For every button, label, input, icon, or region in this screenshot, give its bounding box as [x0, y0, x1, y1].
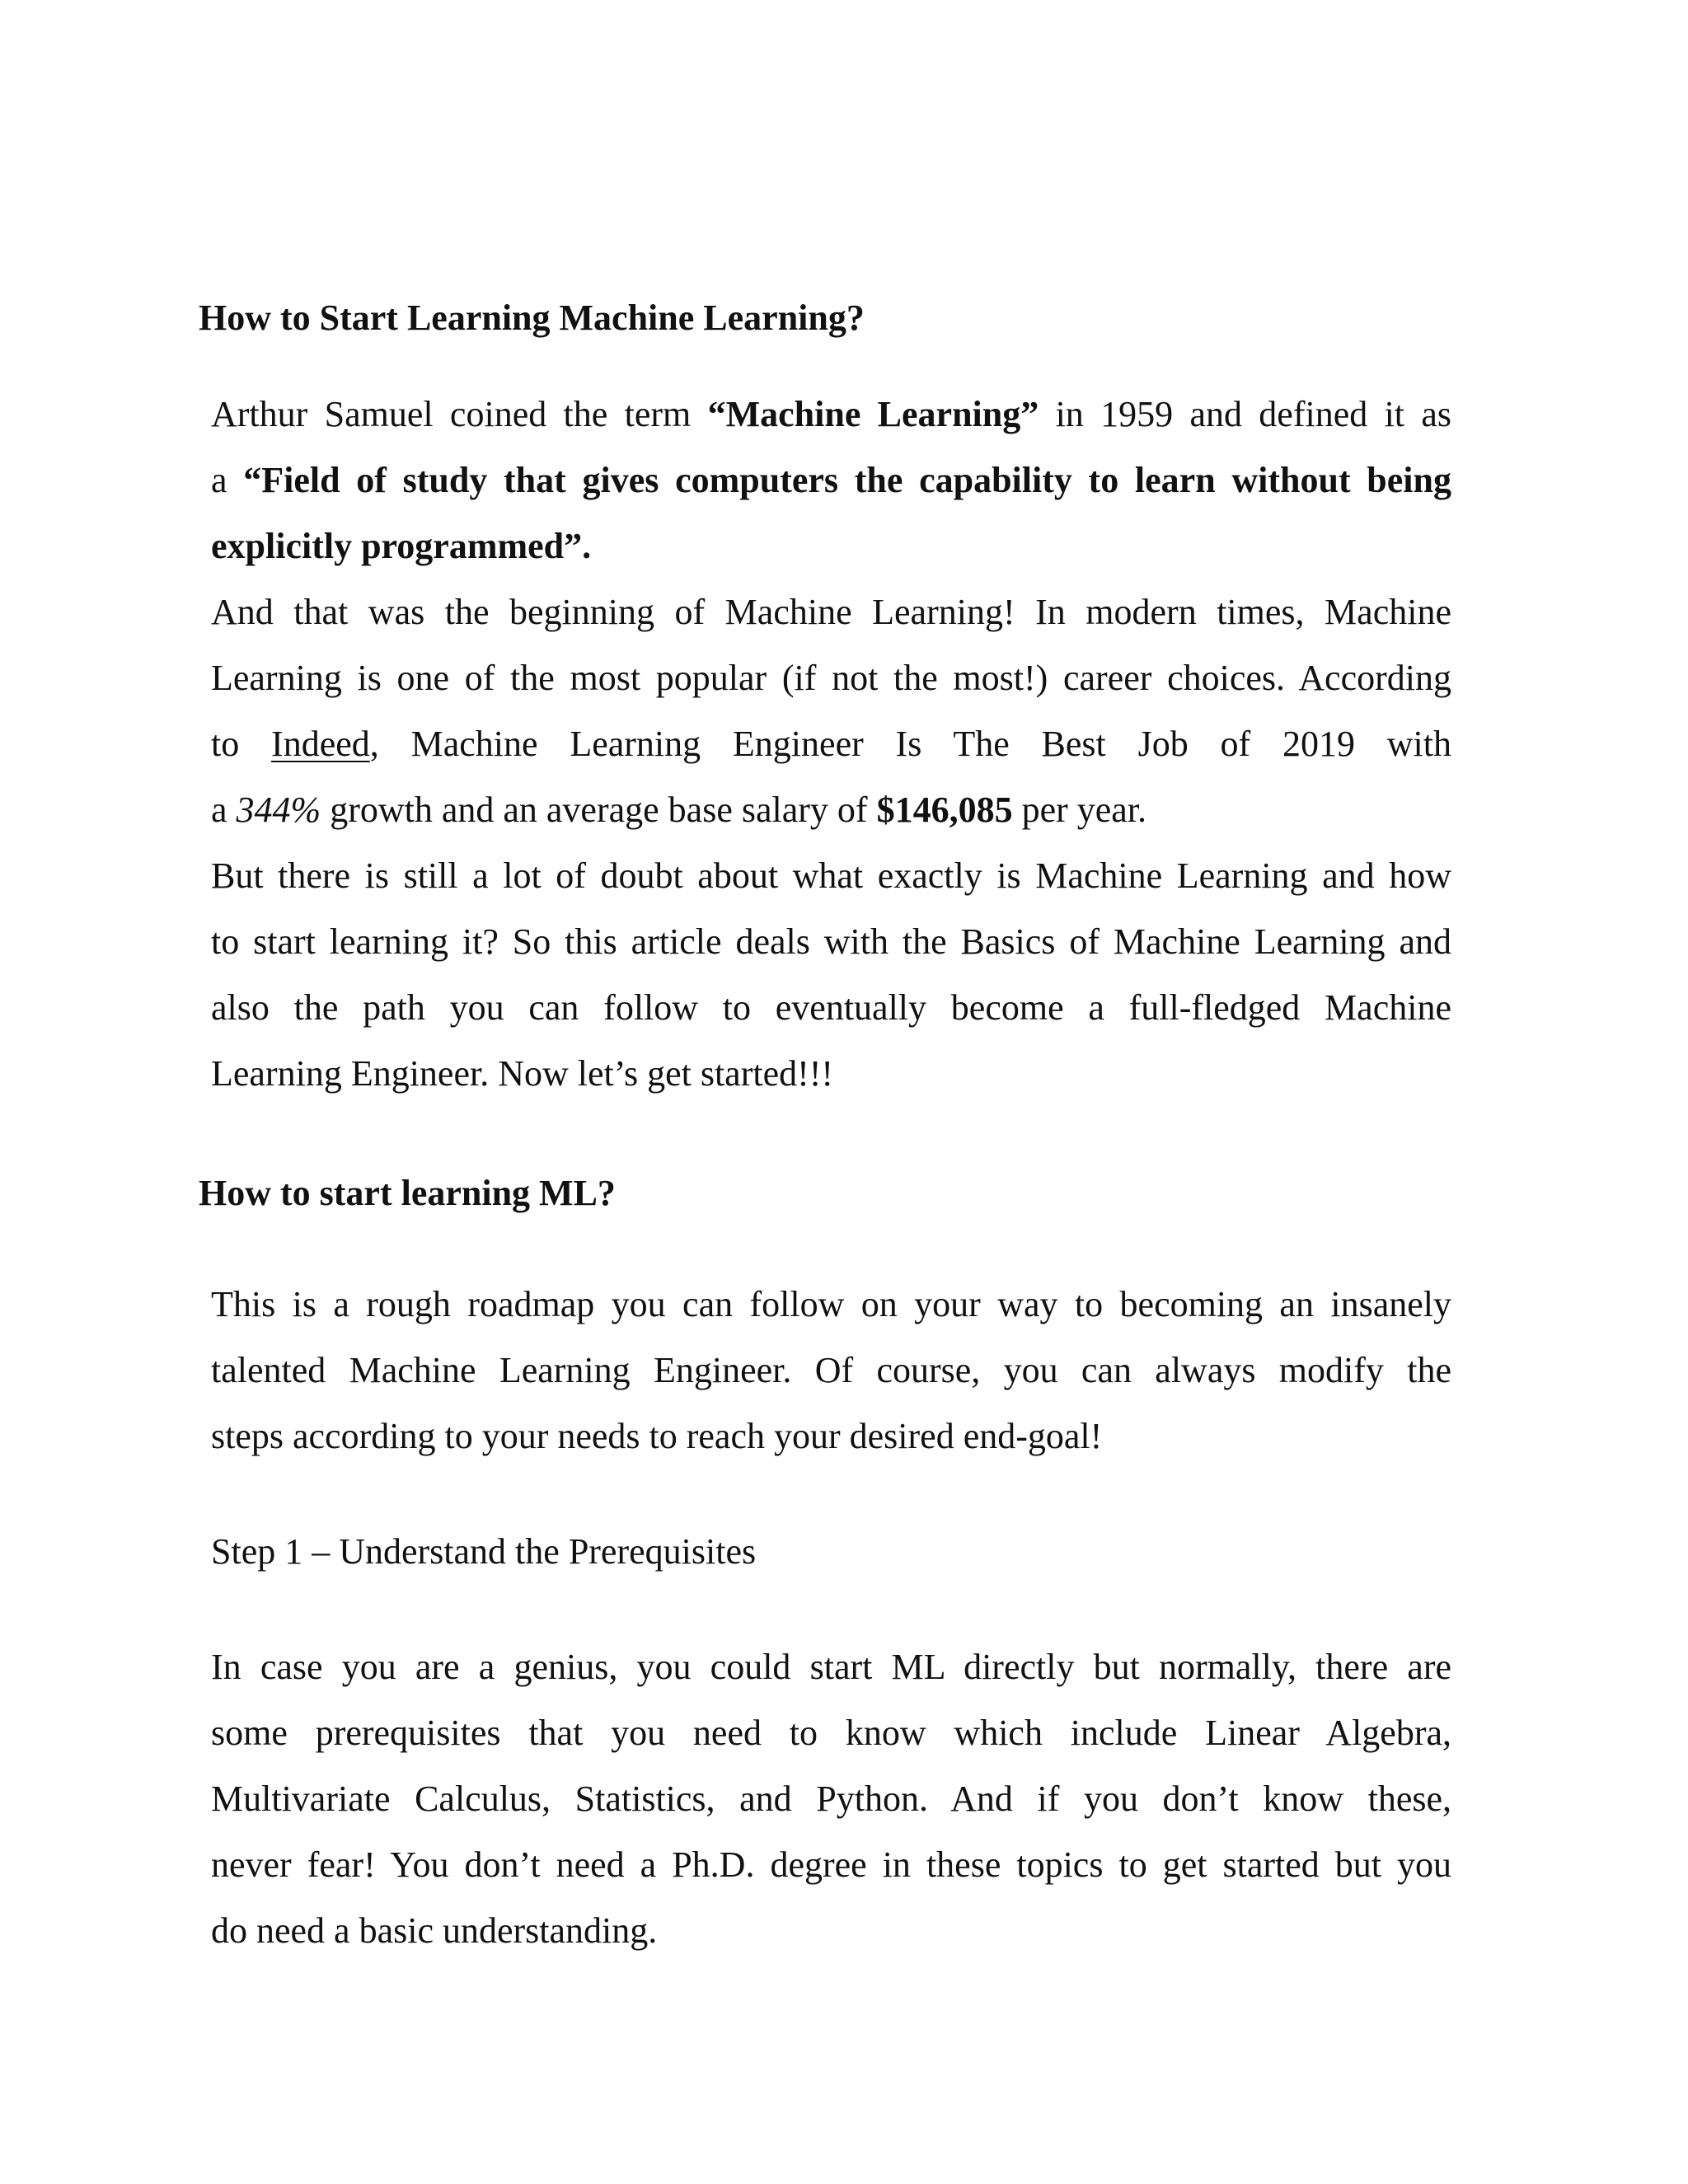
text-run: a	[211, 790, 237, 830]
text-line	[211, 513, 1451, 579]
bold-quote: “Field of study that gives computers the capability to learn without being	[243, 460, 1451, 500]
text-line: steps according to your needs to reach your desired end-goal!	[211, 1416, 1103, 1456]
text-line: some prerequisites that you need to know which include Linear Algebra,	[211, 1713, 1451, 1753]
text-line: Learning is one of the most popular (if not the most!) career choices. According	[211, 658, 1451, 698]
text-line: never fear! You don’t need a Ph.D. degree in these topics to get started but you	[211, 1844, 1451, 1885]
text-line	[211, 382, 1451, 448]
paragraph-career	[211, 579, 1451, 843]
text-line: do need a basic understanding.	[211, 1910, 658, 1951]
step-1-title	[211, 1519, 1451, 1585]
text-run: Arthur Samuel coined the term	[211, 394, 708, 434]
salary-figure: $146,085	[876, 790, 1013, 830]
text-line: And that was the beginning of Machine Learning! In modern times, Machine	[211, 592, 1451, 632]
text-run: per year.	[1012, 790, 1147, 830]
text-line: talented Machine Learning Engineer. Of course, you can always modify the	[211, 1350, 1451, 1390]
paragraph-roadmap	[211, 1272, 1451, 1469]
text-run: a	[211, 460, 244, 500]
text-run: , Machine Learning Engineer Is The Best Job of 2019 with	[369, 724, 1452, 764]
text-line	[211, 711, 1451, 777]
text-line: Multivariate Calculus, Statistics, and Python. And if you don’t know these,	[211, 1779, 1451, 1819]
growth-figure: 344%	[236, 790, 321, 830]
text-line: Step 1 – Understand the Prerequisites	[211, 1531, 757, 1572]
section-heading-how-to-start: How to Start Learning Machine Learning?	[199, 298, 865, 338]
text-line: Learning Engineer. Now let’s get started!!!	[211, 1053, 834, 1094]
bold-quote: explicitly programmed”.	[211, 526, 592, 566]
section-heading-start-ml: How to start learning ML?	[199, 1173, 616, 1213]
paragraph-definition	[211, 382, 1451, 579]
text-line	[211, 777, 1451, 843]
text-run: to	[211, 724, 272, 764]
indeed-link[interactable]: Indeed	[271, 724, 370, 764]
text-line: But there is still a lot of doubt about what exactly is Machine Learning and how	[211, 855, 1451, 896]
text-run: growth and an average base salary of	[321, 790, 877, 830]
text-run: in 1959 and defined it as	[1039, 394, 1452, 434]
text-line: to start learning it? So this article deals with the Basics of Machine Learning and	[211, 921, 1451, 962]
text-line: In case you are a genius, you could start ML directly but normally, there are	[211, 1647, 1451, 1687]
paragraph-prerequisites	[211, 1634, 1451, 1964]
paragraph-intro	[211, 843, 1451, 1107]
text-line: This is a rough roadmap you can follow on your way to becoming an insanely	[211, 1284, 1451, 1324]
text-line: also the path you can follow to eventually become a full-fledged Machine	[211, 987, 1451, 1028]
text-line	[211, 448, 1451, 513]
bold-term: “Machine Learning”	[707, 394, 1039, 434]
